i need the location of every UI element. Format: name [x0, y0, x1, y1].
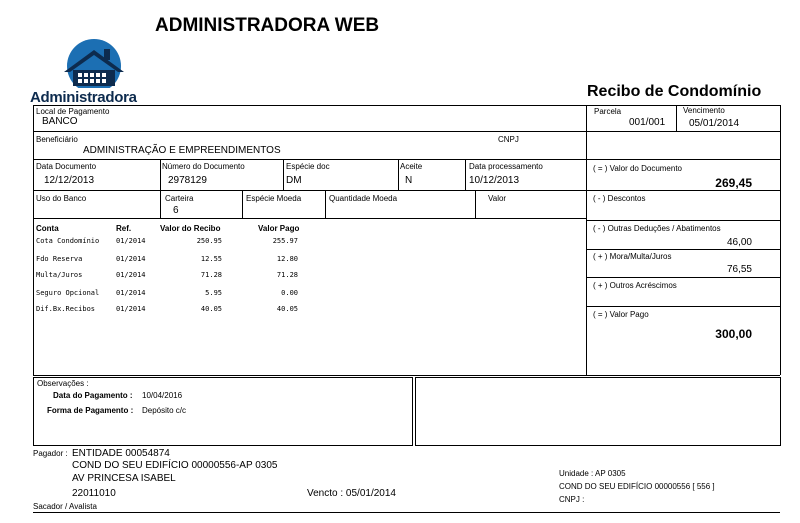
pagador-bottom-line [33, 512, 780, 513]
logo-text: Administradora [30, 89, 137, 106]
aceite-label: Aceite [400, 162, 423, 171]
side-line-4 [586, 277, 780, 278]
items-row-4-valor-pago: 0.00 [281, 289, 298, 297]
outras-deducoes-value: 46,00 [726, 237, 752, 248]
row4-divider-3 [325, 190, 326, 218]
items-row-3-ref: 01/2014 [116, 271, 146, 279]
items-row-1-valor-recibo: 250.95 [196, 237, 222, 245]
pagador-condominio: COND DO SEU EDIFÍCIO 00000556-AP 0305 [72, 460, 278, 471]
side-line-3 [586, 249, 780, 250]
forma-pagamento-label: Forma de Pagamento : [47, 406, 134, 415]
items-row-4-conta: Seguro Opcional [36, 289, 100, 297]
numero-documento-label: Número do Documento [162, 162, 245, 171]
especie-moeda-label: Espécie Moeda [246, 194, 302, 203]
items-row-5-valor-pago: 40.05 [276, 305, 298, 313]
pagador-cep: 22011010 [72, 488, 116, 499]
frame-top-line [33, 105, 780, 106]
aceite-value: N [405, 175, 413, 186]
numero-documento-value: 2978129 [168, 175, 207, 186]
row4-divider-4 [475, 190, 476, 218]
items-row-2-conta: Fdo Reserva [36, 255, 83, 263]
vencimento-label: Vencimento [683, 106, 725, 115]
items-row-2-valor-pago: 12.80 [276, 255, 298, 263]
items-row-4-valor-recibo: 5.95 [205, 289, 222, 297]
company-logo [30, 38, 156, 106]
parcela-value: 001/001 [629, 117, 666, 128]
data-documento-value: 12/12/2013 [44, 175, 95, 186]
items-row-5-ref: 01/2014 [116, 305, 146, 313]
items-row-2-ref: 01/2014 [116, 255, 146, 263]
pagador-cnpj-right: CNPJ : [559, 495, 585, 504]
valor-pago-label: ( = ) Valor Pago [593, 310, 649, 319]
items-row-3-conta: Multa/Juros [36, 271, 83, 279]
row1-bottom-line [33, 131, 780, 132]
row3-divider-3 [398, 159, 399, 190]
descontos-label: ( - ) Descontos [593, 194, 646, 203]
parcela-label: Parcela [594, 107, 622, 116]
valor-label: Valor [488, 194, 507, 203]
carteira-label: Carteira [165, 194, 194, 203]
data-documento-label: Data Documento [36, 162, 97, 171]
pagador-cond-right: COND DO SEU EDIFÍCIO 00000556 [ 556 ] [559, 482, 715, 491]
beneficiario-label: Beneficiário [36, 135, 78, 144]
mora-value: 76,55 [726, 264, 752, 275]
row4-divider-1 [160, 190, 161, 218]
especie-doc-value: DM [286, 175, 302, 186]
items-row-5-conta: Dif.Bx.Recibos [36, 305, 96, 313]
data-processamento-label: Data processamento [469, 162, 543, 171]
items-row-2-valor-recibo: 12.55 [200, 255, 222, 263]
pagador-vencto: Vencto : 05/01/2014 [307, 488, 396, 499]
pagador-label: Pagador : [33, 449, 68, 458]
receipt-title: Recibo de Condomínio [587, 83, 762, 100]
vencimento-value: 05/01/2014 [689, 118, 740, 129]
data-pagamento-value: 10/04/2016 [142, 391, 183, 400]
side-line-5 [586, 306, 780, 307]
items-row-3-valor-pago: 71.28 [276, 271, 298, 279]
items-header-valor-pago: Valor Pago [258, 224, 300, 233]
quantidade-moeda-label: Quantidade Moeda [329, 194, 398, 203]
local-label: Local de Pagamento [36, 107, 110, 116]
row4-bottom-line [33, 218, 586, 219]
pagador-endereco: AV PRINCESA ISABEL [72, 473, 176, 484]
company-title: ADMINISTRADORA WEB [155, 15, 380, 36]
local-value: BANCO [42, 116, 78, 127]
items-row-1-conta: Cota Condomínio [36, 237, 100, 245]
sacador-avalista: Sacador / Avalista [33, 502, 97, 511]
cnpj-label: CNPJ [498, 135, 519, 144]
items-row-1-valor-pago: 255.97 [272, 237, 298, 245]
valor-documento-label: ( = ) Valor do Documento [593, 164, 683, 173]
row3-bottom-line [33, 190, 586, 191]
observacoes-label: Observações : [37, 379, 89, 388]
items-header-conta: Conta [36, 224, 59, 233]
mora-label: ( + ) Mora/Multa/Juros [593, 252, 672, 261]
outros-acrescimos-label: ( + ) Outros Acréscimos [593, 281, 677, 290]
outras-deducoes-label: ( - ) Outras Deduções / Abatimentos [593, 224, 721, 233]
forma-pagamento-value: Depósito c/c [142, 406, 187, 415]
row3-divider-4 [465, 159, 466, 190]
side-line-1 [586, 190, 780, 191]
items-row-5-valor-recibo: 40.05 [200, 305, 222, 313]
row2-bottom-line [33, 159, 780, 160]
especie-doc-label: Espécie doc [286, 162, 330, 171]
side-column-divider [586, 105, 587, 375]
items-header-ref: Ref. [116, 224, 132, 233]
row3-divider-2 [283, 159, 284, 190]
valor-pago-value: 300,00 [715, 327, 752, 341]
frame-left-line [33, 105, 34, 375]
valor-documento-value: 269,45 [715, 176, 752, 190]
pagador-unidade: Unidade : AP 0305 [559, 469, 626, 478]
row4-divider-2 [242, 190, 243, 218]
observacoes-right-box [415, 377, 781, 446]
parcela-divider [676, 105, 677, 131]
items-row-3-valor-recibo: 71.28 [200, 271, 222, 279]
row3-divider-1 [160, 159, 161, 190]
uso-banco-label: Uso do Banco [36, 194, 87, 203]
data-pagamento-label: Data do Pagamento : [53, 391, 133, 400]
frame-right-line [780, 105, 781, 375]
items-header-valor-recibo: Valor do Recibo [160, 224, 221, 233]
house-logo-icon [30, 38, 156, 88]
beneficiario-value: ADMINISTRAÇÃO E EMPREENDIMENTOS [83, 145, 281, 156]
carteira-value: 6 [173, 205, 179, 216]
side-line-2 [586, 220, 780, 221]
frame-bottom-line [33, 375, 780, 376]
pagador-entidade: ENTIDADE 00054874 [72, 448, 170, 459]
items-row-1-ref: 01/2014 [116, 237, 146, 245]
items-row-4-ref: 01/2014 [116, 289, 146, 297]
data-processamento-value: 10/12/2013 [469, 175, 520, 186]
